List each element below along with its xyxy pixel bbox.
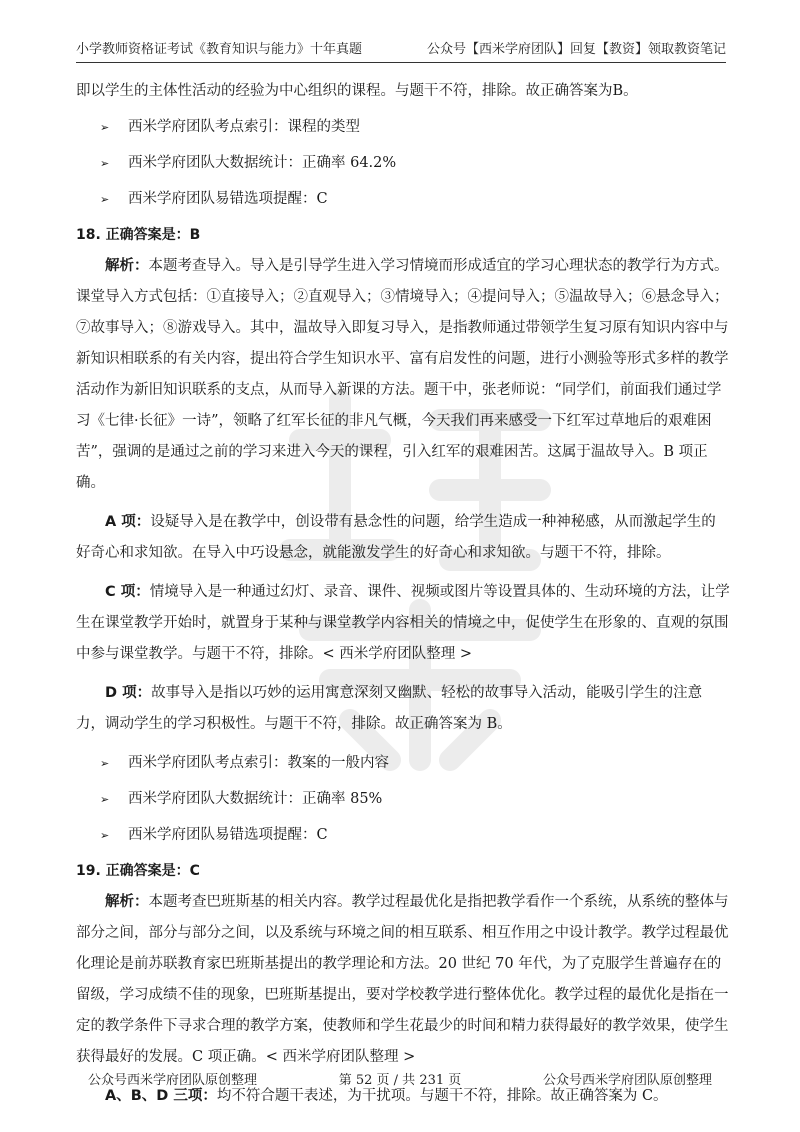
arrow-bullet-icon: ➢ bbox=[100, 829, 110, 842]
page-footer bbox=[0, 1069, 800, 1091]
list-item: ➢ 西米学府团队大数据统计：正确率 85% bbox=[76, 784, 730, 815]
arrow-bullet-icon: ➢ bbox=[100, 793, 110, 806]
list-item: ➢ 西米学府团队易错选项提醒：C bbox=[76, 184, 730, 215]
arrow-bullet-icon: ➢ bbox=[100, 193, 110, 206]
page-header bbox=[76, 38, 726, 58]
question-18-analysis: 解析：本题考查导入。导入是引导学生进入学习情境而形成适宜的学习心理状态的教学行为方式。课堂导入方式包括：①直接导入；②直观导入；③情境导入；④提问导入；⑤温故导入；⑥悬念导入；⑦故事导入；⑧游戏导入。其中，温故导入即复习导入，是指教师通过带领学生复习原有知识内容中与新知识相联系的有关内容，提出符合学生知识水平、富有启发性的问题，进行小测验等形式多样的教学活动作为新旧知识联系的支点，从而导入新课的方法。题干中，张老师说：“同学们，前面我们通过学习《七律·长征》一诗”，领略了红军长征的非凡气概，今天我们再来感受一下红军过草地后的艰难困苦”，强调的是通过之前的学习来进入今天的课程，引入红军的艰难困苦。这属于温故导入。B 项正确。 bbox=[76, 258, 729, 491]
list-item: ➢ 西米学府团队易错选项提醒：C bbox=[76, 820, 730, 851]
arrow-bullet-icon: ➢ bbox=[100, 157, 110, 170]
question-19-analysis: 解析：本题考查巴班斯基的相关内容。教学过程最优化是指把教学看作一个系统，从系统的整体与部分之间，部分与部分之间，以及系统与环境之间的相互联系、相互作用之中设计教学。教学过程最优化理论是前苏联教育家巴班斯基提出的教学理论和方法。20 世纪 70 年代，为了克服学生普遍存在的留级，学习成绩不佳的现象，巴班斯基提出，要对学校教学进行整体优化。教学过程的最优化是指在一定的教学条件下寻求合理的教学方案，使教师和学生花最少的时间和精力获得最好的教学效果，使学生获得最好的发展。C 项正确。< 西米学府团队整理 > bbox=[76, 894, 729, 1065]
option-c-explanation: C 项：情境导入是一种通过幻灯、录音、课件、视频或图片等设置具体的、生动环境的方法，让学生在课堂教学开始时，就置身于某种与课堂教学内容相关的情境之中，促使学生在形象的、直观的氛围中参与课堂教学。与题干不符，排除。< 西米学府团队整理 > bbox=[76, 584, 730, 662]
option-a-explanation: A 项：设疑导入是在教学中，创设带有悬念性的问题，给学生造成一种神秘感，从而激起学生的好奇心和求知欲。在导入中巧设悬念，就能激发学生的好奇心和求知欲。与题干不符，排除。 bbox=[76, 514, 716, 561]
list-item: ➢ 西米学府团队考点索引：教案的一般内容 bbox=[76, 748, 730, 779]
header-promo: 公众号【西米学府团队】回复【教资】领取教资笔记 bbox=[426, 42, 726, 57]
list-item: ➢ 西米学府团队大数据统计：正确率 64.2% bbox=[76, 148, 730, 179]
page-content bbox=[76, 76, 730, 1120]
analysis-label: 解析： bbox=[105, 258, 149, 274]
question-18-heading: 18. 正确答案是：B bbox=[76, 227, 201, 243]
header-divider bbox=[76, 62, 726, 63]
analysis-label: 解析： bbox=[105, 894, 149, 910]
continued-text: 即以学生的主体性活动的经验为中心组织的课程。与题干不符，排除。故正确答案为B。 bbox=[76, 83, 638, 99]
list-item: ➢ 西米学府团队考点索引：课程的类型 bbox=[76, 112, 730, 143]
footer-left: 公众号西米学府团队原创整理 bbox=[88, 1073, 258, 1088]
page-number: 第 52 页 / 共 231 页 bbox=[338, 1073, 462, 1088]
arrow-bullet-icon: ➢ bbox=[100, 757, 110, 770]
footer-right: 公众号西米学府团队原创整理 bbox=[542, 1073, 712, 1088]
option-abd-explanation: A、B、D 三项：均不符合题干表述，为干扰项。与题干不符，排除。故正确答案为 C。 bbox=[105, 1088, 668, 1104]
question-19-heading: 19. 正确答案是：C bbox=[76, 863, 200, 879]
header-title: 小学教师资格证考试《教育知识与能力》十年真题 bbox=[76, 42, 363, 57]
arrow-bullet-icon: ➢ bbox=[100, 121, 110, 134]
option-d-explanation: D 项：故事导入是指以巧妙的运用寓意深刻又幽默、轻松的故事导入活动，能吸引学生的注意力，调动学生的学习积极性。与题干不符，排除。故正确答案为 B。 bbox=[76, 685, 703, 732]
